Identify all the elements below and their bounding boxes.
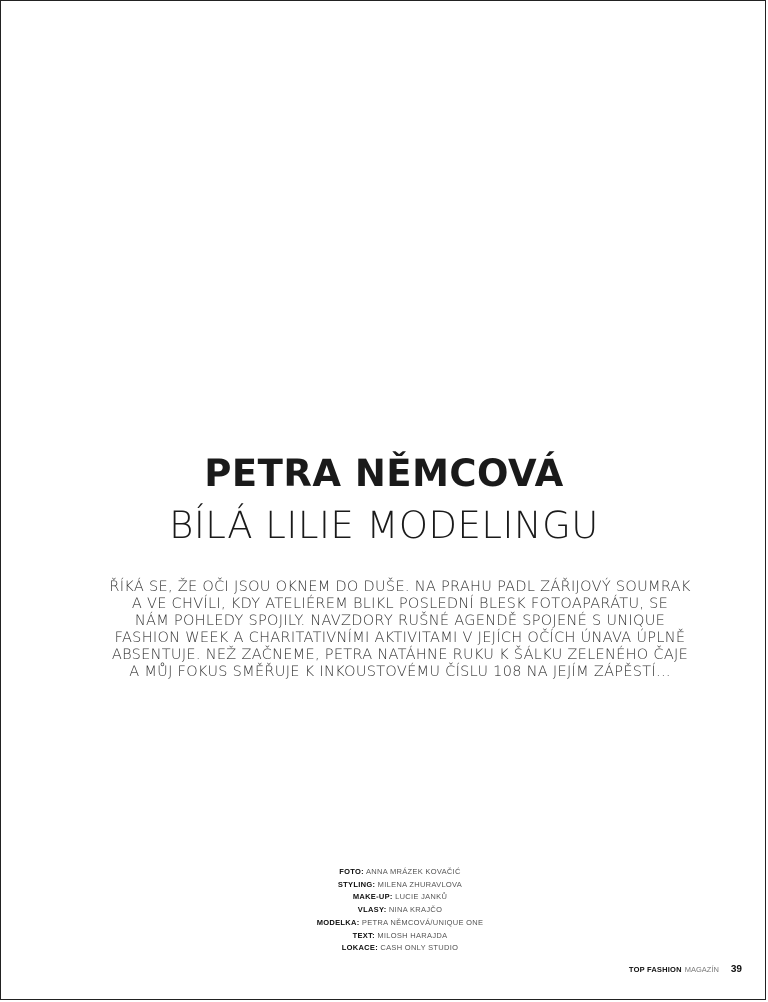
credit-value: NINA KRAJČO [388,905,443,915]
credit-label: MAKE-UP: [352,892,393,902]
lead-line: ABSENTUJE. NEŽ ZAČNEME, PETRA NATÁHNE RUKU K ŠÁLKU ZELENÉHO ČAJE [111,647,689,663]
credit-value: CASH ONLY STUDIO [380,943,459,953]
credit-value: ANNA MRÁZEK KOVAČIĆ [365,867,461,876]
credit-value: PETRA NĚMCOVÁ/UNIQUE ONE [361,917,484,927]
magazine-label: MAGAZÍN [684,965,719,974]
credit-label: LOKACE: [341,943,378,953]
credit-row-styling [200,879,600,892]
credit-label: STYLING: [337,879,376,889]
lead-line: NÁM POHLEDY SPOJILY. NAVZDORY RUŠNÉ AGENDĚ SPOJENÉ S UNIQUE [134,613,666,629]
credit-value: LUCIE JANKŮ [395,892,448,902]
credit-row-modelka [200,917,600,930]
magazine-brand: TOP FASHION [628,965,682,974]
credit-label: FOTO: [339,867,364,876]
article-title: PETRA NĚMCOVÁ [204,452,564,495]
photo-credits [200,866,600,955]
credit-label: TEXT: [352,930,375,940]
page-number: 39 [730,964,742,975]
page-footer [629,964,742,975]
credit-label: MODELKA: [316,917,360,927]
article-heading [0,448,768,550]
article-subtitle: BÍLÁ LILIE MODELINGU [169,504,599,547]
credit-row-vlasy [200,904,600,917]
credit-row-make-up [200,891,600,904]
lead-line: FASHION WEEK A CHARITATIVNÍMI AKTIVITAMI V JEJÍCH OČÍCH ÚNAVA ÚPLNĚ [114,630,686,646]
lead-line: A MŮJ FOKUS SMĚŘUJE K INKOUSTOVÉMU ČÍSLU 108 NA JEJÍM ZÁPĚSTÍ... [129,664,671,680]
credit-row-foto [200,866,600,879]
credit-row-text [200,930,600,943]
credit-row-lokace [200,942,600,955]
credit-value: MILENA ZHURAVLOVA [377,879,463,889]
article-lead [100,579,700,681]
magazine-name [629,965,719,974]
credit-label: VLASY: [357,905,387,915]
lead-line: ŘÍKÁ SE, ŽE OČI JSOU OKNEM DO DUŠE. NA PRAHU PADL ZÁŘIJOVÝ SOUMRAK [109,579,691,595]
credit-value: MILOSH HARAJDA [377,930,448,940]
lead-line: A VE CHVÍLI, KDY ATELIÉREM BLIKL POSLEDNÍ BLESK FOTOAPARÁTU, SE [131,596,669,612]
